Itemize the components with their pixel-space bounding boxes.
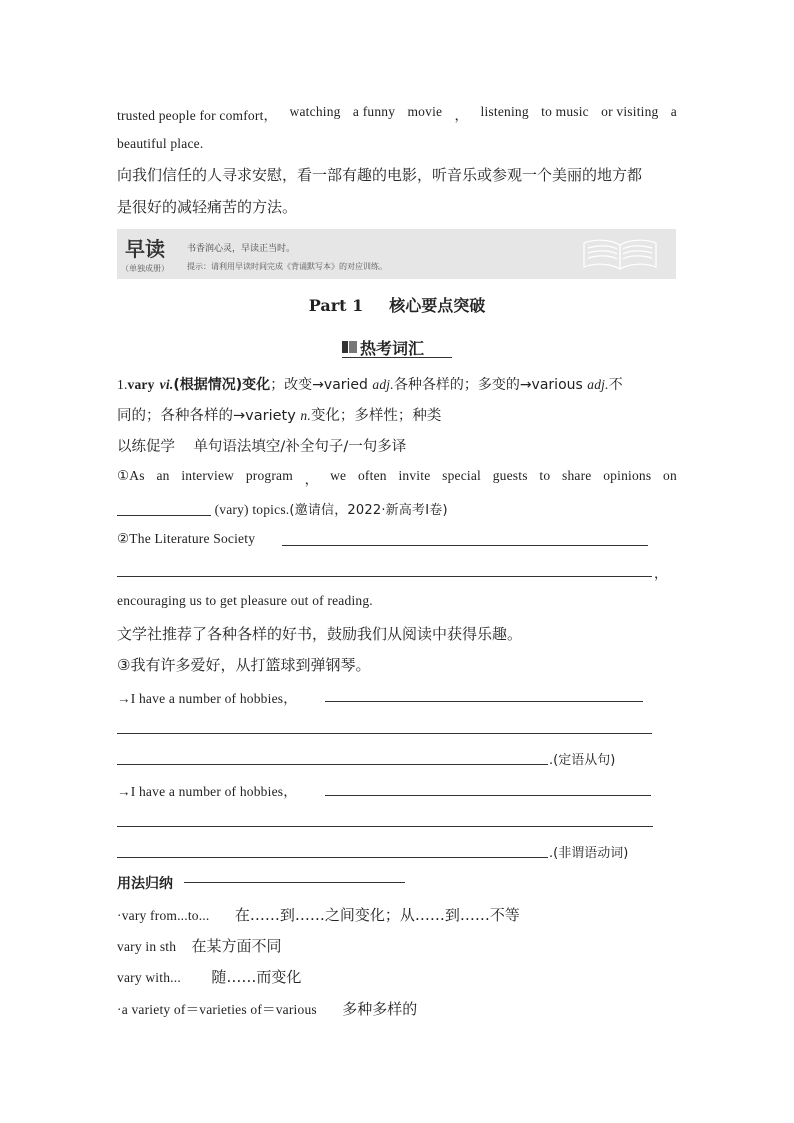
q1-line1-word: special bbox=[442, 468, 481, 483]
intro-zh-line1: 向我们信任的人寻求安慰，看一部有趣的电影，听音乐或参观一个美丽的地方都 bbox=[117, 166, 643, 184]
q3-answer-1-line-2[interactable] bbox=[117, 733, 652, 734]
q2-answer-line-1[interactable] bbox=[282, 545, 648, 546]
intro-line1-word: ， bbox=[454, 108, 469, 123]
usage-item-1-en: ·vary from...to... bbox=[117, 908, 210, 923]
practice-heading bbox=[117, 435, 677, 456]
usage-item-4 bbox=[117, 998, 677, 1019]
practice-types: 单句语法填空/补全句子/一句多译 bbox=[193, 439, 407, 455]
q3-lead-1: →I have a number of hobbies， bbox=[117, 691, 297, 706]
q2-translation: 文学社推荐了各种各样的好书，鼓励我们从阅读中获得乐趣。 bbox=[117, 625, 523, 643]
intro-line1-word: watching bbox=[289, 104, 341, 119]
question-1-line2 bbox=[117, 499, 677, 518]
entry-adj2: adj. bbox=[587, 377, 609, 392]
entry-line2-b: 变化；多样性；种类 bbox=[310, 408, 442, 424]
usage-item-3-en: vary with... bbox=[117, 970, 181, 985]
intro-line1-word: or visiting bbox=[601, 104, 659, 119]
q1-line1-word: invite bbox=[398, 468, 431, 483]
q1-line1-word: an bbox=[156, 468, 170, 483]
q1-line1-word: on bbox=[663, 468, 677, 483]
q1-line1-word: opinions bbox=[603, 468, 652, 483]
banner-tip: 提示：请利用早读时间完成《背诵默写本》的对应训练。 bbox=[187, 262, 387, 271]
intro-line1-word: movie bbox=[407, 104, 443, 119]
part-number: Part 1 bbox=[308, 296, 364, 315]
usage-item-2-zh: 在某方面不同 bbox=[191, 937, 282, 955]
intro-line1-word: a funny bbox=[352, 104, 396, 119]
q1-tail: (vary) topics. bbox=[214, 502, 290, 517]
entry-pos: vi. bbox=[159, 377, 174, 392]
intro-zh-line2: 是很好的减轻痛苦的方法。 bbox=[117, 198, 298, 216]
q2-lead: ②The Literature Society bbox=[117, 531, 256, 546]
q3-answer-2-line-1[interactable] bbox=[325, 795, 651, 796]
entry-def1: 各种各样的；多变的→various bbox=[393, 377, 588, 393]
section-marker-icon-secondary bbox=[349, 341, 357, 353]
entry-def: (根据情况)变化 bbox=[173, 377, 271, 393]
usage-item-4-en: ·a variety of＝varieties of＝various bbox=[117, 1002, 317, 1017]
section-title-label: 热考词汇 bbox=[360, 339, 425, 358]
question-1-line1 bbox=[117, 468, 677, 488]
practice-label: 以练促学 bbox=[117, 439, 175, 455]
q1-line1-word: ， bbox=[304, 472, 319, 487]
intro-en-line2: beautiful place. bbox=[117, 136, 204, 151]
q2-answer-line-2[interactable] bbox=[117, 576, 652, 577]
part-heading bbox=[0, 293, 794, 316]
q1-line1-word: interview bbox=[181, 468, 235, 483]
entry-word: vary bbox=[127, 377, 155, 392]
usage-item-1 bbox=[117, 904, 677, 925]
q3-note-1: .(定语从句) bbox=[549, 753, 616, 768]
q2-comma: ， bbox=[654, 566, 668, 581]
q1-line1-word: to bbox=[539, 468, 551, 483]
part-title: 核心要点突破 bbox=[389, 296, 486, 315]
q3-answer-1-line-3[interactable] bbox=[117, 764, 548, 765]
intro-line1-word: listening bbox=[480, 104, 529, 119]
q1-line1-word: share bbox=[562, 468, 592, 483]
usage-item-3 bbox=[117, 966, 677, 987]
usage-heading-rule bbox=[184, 882, 405, 883]
section-marker-icon bbox=[342, 341, 348, 353]
q3-note-2: .(非谓语动词) bbox=[549, 846, 629, 861]
q1-answer-blank[interactable] bbox=[117, 501, 211, 516]
entry-heading-line2 bbox=[117, 404, 677, 425]
intro-line1-word: trusted people for comfort， bbox=[117, 108, 278, 123]
banner-slogan: 书香润心灵，早读正当时。 bbox=[187, 244, 296, 254]
usage-item-1-zh: 在……到……之间变化；从……到……不等 bbox=[234, 906, 520, 924]
entry-line2-a: 同的；各种各样的→variety bbox=[117, 408, 301, 424]
intro-line1-word: a bbox=[670, 104, 677, 119]
q2-tail: encouraging us to get pleasure out of reading. bbox=[117, 593, 373, 608]
usage-item-2 bbox=[117, 935, 677, 956]
entry-heading-line1 bbox=[117, 374, 677, 394]
usage-heading: 用法归纳 bbox=[117, 876, 173, 892]
q1-source: (邀请信，2022·新高考Ⅰ卷) bbox=[289, 503, 448, 518]
usage-item-2-en: vary in sth bbox=[117, 939, 177, 954]
morning-reading-banner bbox=[117, 229, 676, 279]
usage-item-3-zh: 随……而变化 bbox=[211, 968, 302, 986]
entry-adj1: adj. bbox=[372, 377, 394, 392]
usage-item-4-zh: 多种多样的 bbox=[342, 1000, 418, 1018]
entry-noun: n. bbox=[300, 408, 311, 423]
q3-lead-2: →I have a number of hobbies， bbox=[117, 784, 297, 799]
intro-en-line1 bbox=[117, 104, 677, 124]
banner-subtitle: （单独成册） bbox=[121, 264, 169, 273]
q3-answer-2-line-2[interactable] bbox=[117, 826, 653, 827]
q3-answer-1-line-1[interactable] bbox=[325, 701, 643, 702]
q3-answer-2-line-3[interactable] bbox=[117, 857, 548, 858]
open-book-icon bbox=[580, 237, 660, 273]
banner-title: 早读 bbox=[125, 237, 165, 261]
intro-line1-word: to music bbox=[541, 104, 589, 119]
entry-rest: ；改变→varied bbox=[270, 377, 373, 393]
q1-line1-word: program bbox=[245, 468, 293, 483]
section-title-underline bbox=[342, 357, 452, 358]
q3-prompt: ③我有许多爱好，从打篮球到弹钢琴。 bbox=[117, 656, 371, 674]
entry-def2: 不 bbox=[608, 377, 623, 393]
q1-line1-word: we bbox=[330, 468, 347, 483]
q1-line1-word: guests bbox=[492, 468, 528, 483]
entry-number: 1. bbox=[117, 377, 128, 392]
q1-line1-word: ①As bbox=[117, 468, 145, 483]
q1-line1-word: often bbox=[357, 468, 387, 483]
